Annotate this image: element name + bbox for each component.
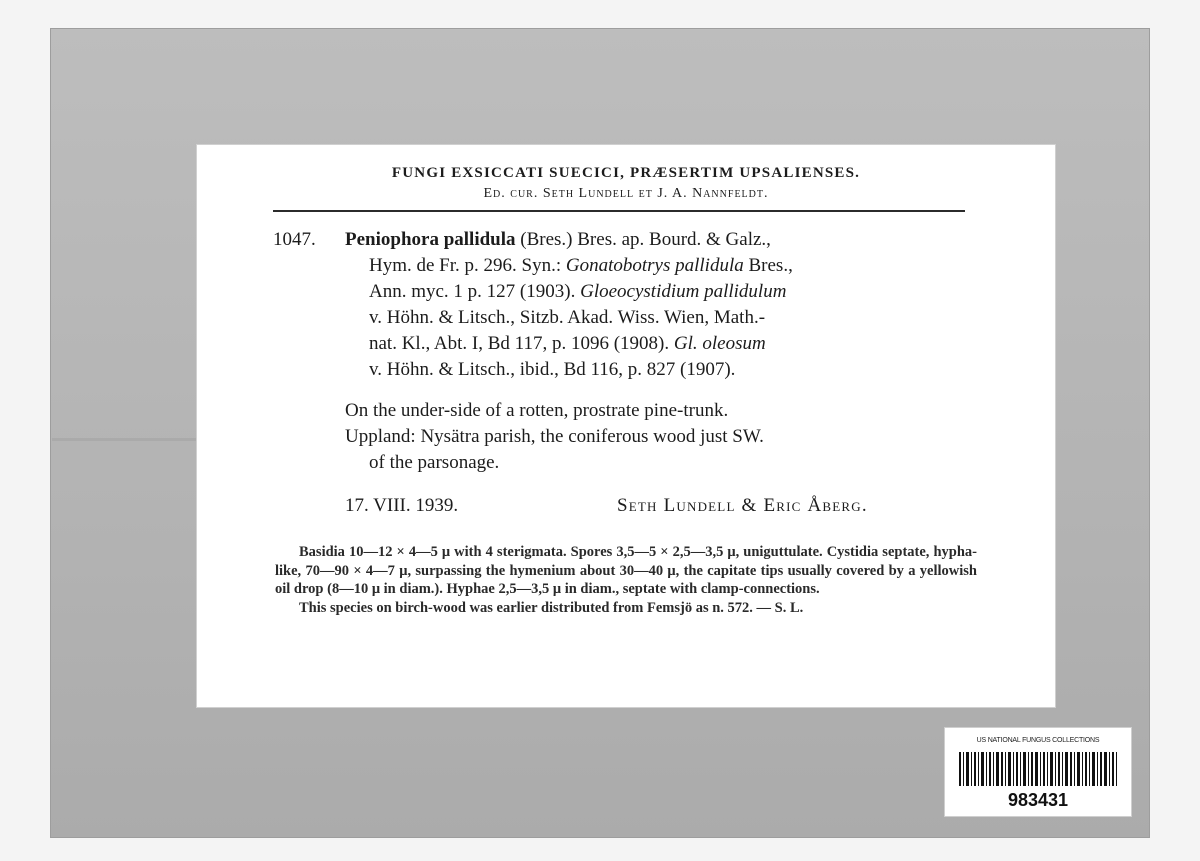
collection-date: 17. VIII. 1939. xyxy=(345,495,459,516)
synonym-name: Gl. oleosum xyxy=(673,333,766,354)
barcode-icon xyxy=(957,750,1119,788)
exsiccata-number: 1047. xyxy=(273,229,316,250)
habitat-locality xyxy=(345,398,985,476)
synonymy-line: v. Höhn. & Litsch., Sitzb. Akad. Wiss. Wien, Math.- xyxy=(369,307,766,328)
notes-paragraph: This species on birch-wood was earlier distributed from Femsjö as n. 572. — S. L. xyxy=(299,599,804,616)
institution-name: US NATIONAL FUNGUS COLLECTIONS xyxy=(976,737,1100,744)
barcode-number: 983431 xyxy=(1007,790,1069,810)
barcode-label xyxy=(945,728,1131,816)
synonymy xyxy=(345,227,973,383)
synonymy-line: v. Höhn. & Litsch., ibid., Bd 116, p. 827 (1907). xyxy=(369,359,736,380)
locality-line-cont: of the parsonage. xyxy=(369,452,500,473)
synonymy-line: nat. Kl., Abt. I, Bd 117, p. 1096 (1908). Gl. oleosum xyxy=(369,333,766,354)
species-entry xyxy=(273,227,973,383)
synonym-name: Gloeocystidium pallidulum xyxy=(580,281,787,302)
synonymy-line: Peniophora pallidula (Bres.) Bres. ap. Bourd. & Galz., xyxy=(345,229,771,250)
habitat-line: On the under-side of a rotten, prostrate pine-trunk. xyxy=(345,400,729,421)
species-name: Peniophora pallidula xyxy=(345,229,516,250)
synonym-name: Gonatobotrys pallidula xyxy=(565,255,744,276)
notes-paragraph: Basidia 10—12 × 4—5 μ with 4 sterigmata. Spores 3,5—5 × 2,5—3,5 μ, uniguttulate. Cystidia septate, hypha-like, 70—90 × 4—7 μ, surpassing the hymenium about 30—40 μ, the capitate tips usually covered by a yellowish oil drop (8—10 μ in diam.). Hyphae 2,5—3,5 μ in diam., septate with clamp-connections. xyxy=(275,544,977,597)
specimen-label xyxy=(197,145,1055,707)
synonymy-line: Hym. de Fr. p. 296. Syn.: Gonatobotrys pallidula Bres., xyxy=(369,255,793,276)
label-editors: Ed. cur. Seth Lundell et J. A. Nannfeldt. xyxy=(483,186,769,201)
synonymy-line: Ann. myc. 1 p. 127 (1903). Gloeocystidium pallidulum xyxy=(369,281,787,302)
sheet-fold-mark xyxy=(52,438,198,441)
microscopy-notes xyxy=(275,543,977,617)
header-rule xyxy=(273,210,965,212)
collectors: Seth Lundell & Eric Åberg. xyxy=(617,495,868,516)
locality-line: Uppland: Nysätra parish, the coniferous wood just SW. xyxy=(345,426,764,447)
label-series-title: FUNGI EXSICCATI SUECICI, PRÆSERTIM UPSALIENSES. xyxy=(391,165,861,181)
